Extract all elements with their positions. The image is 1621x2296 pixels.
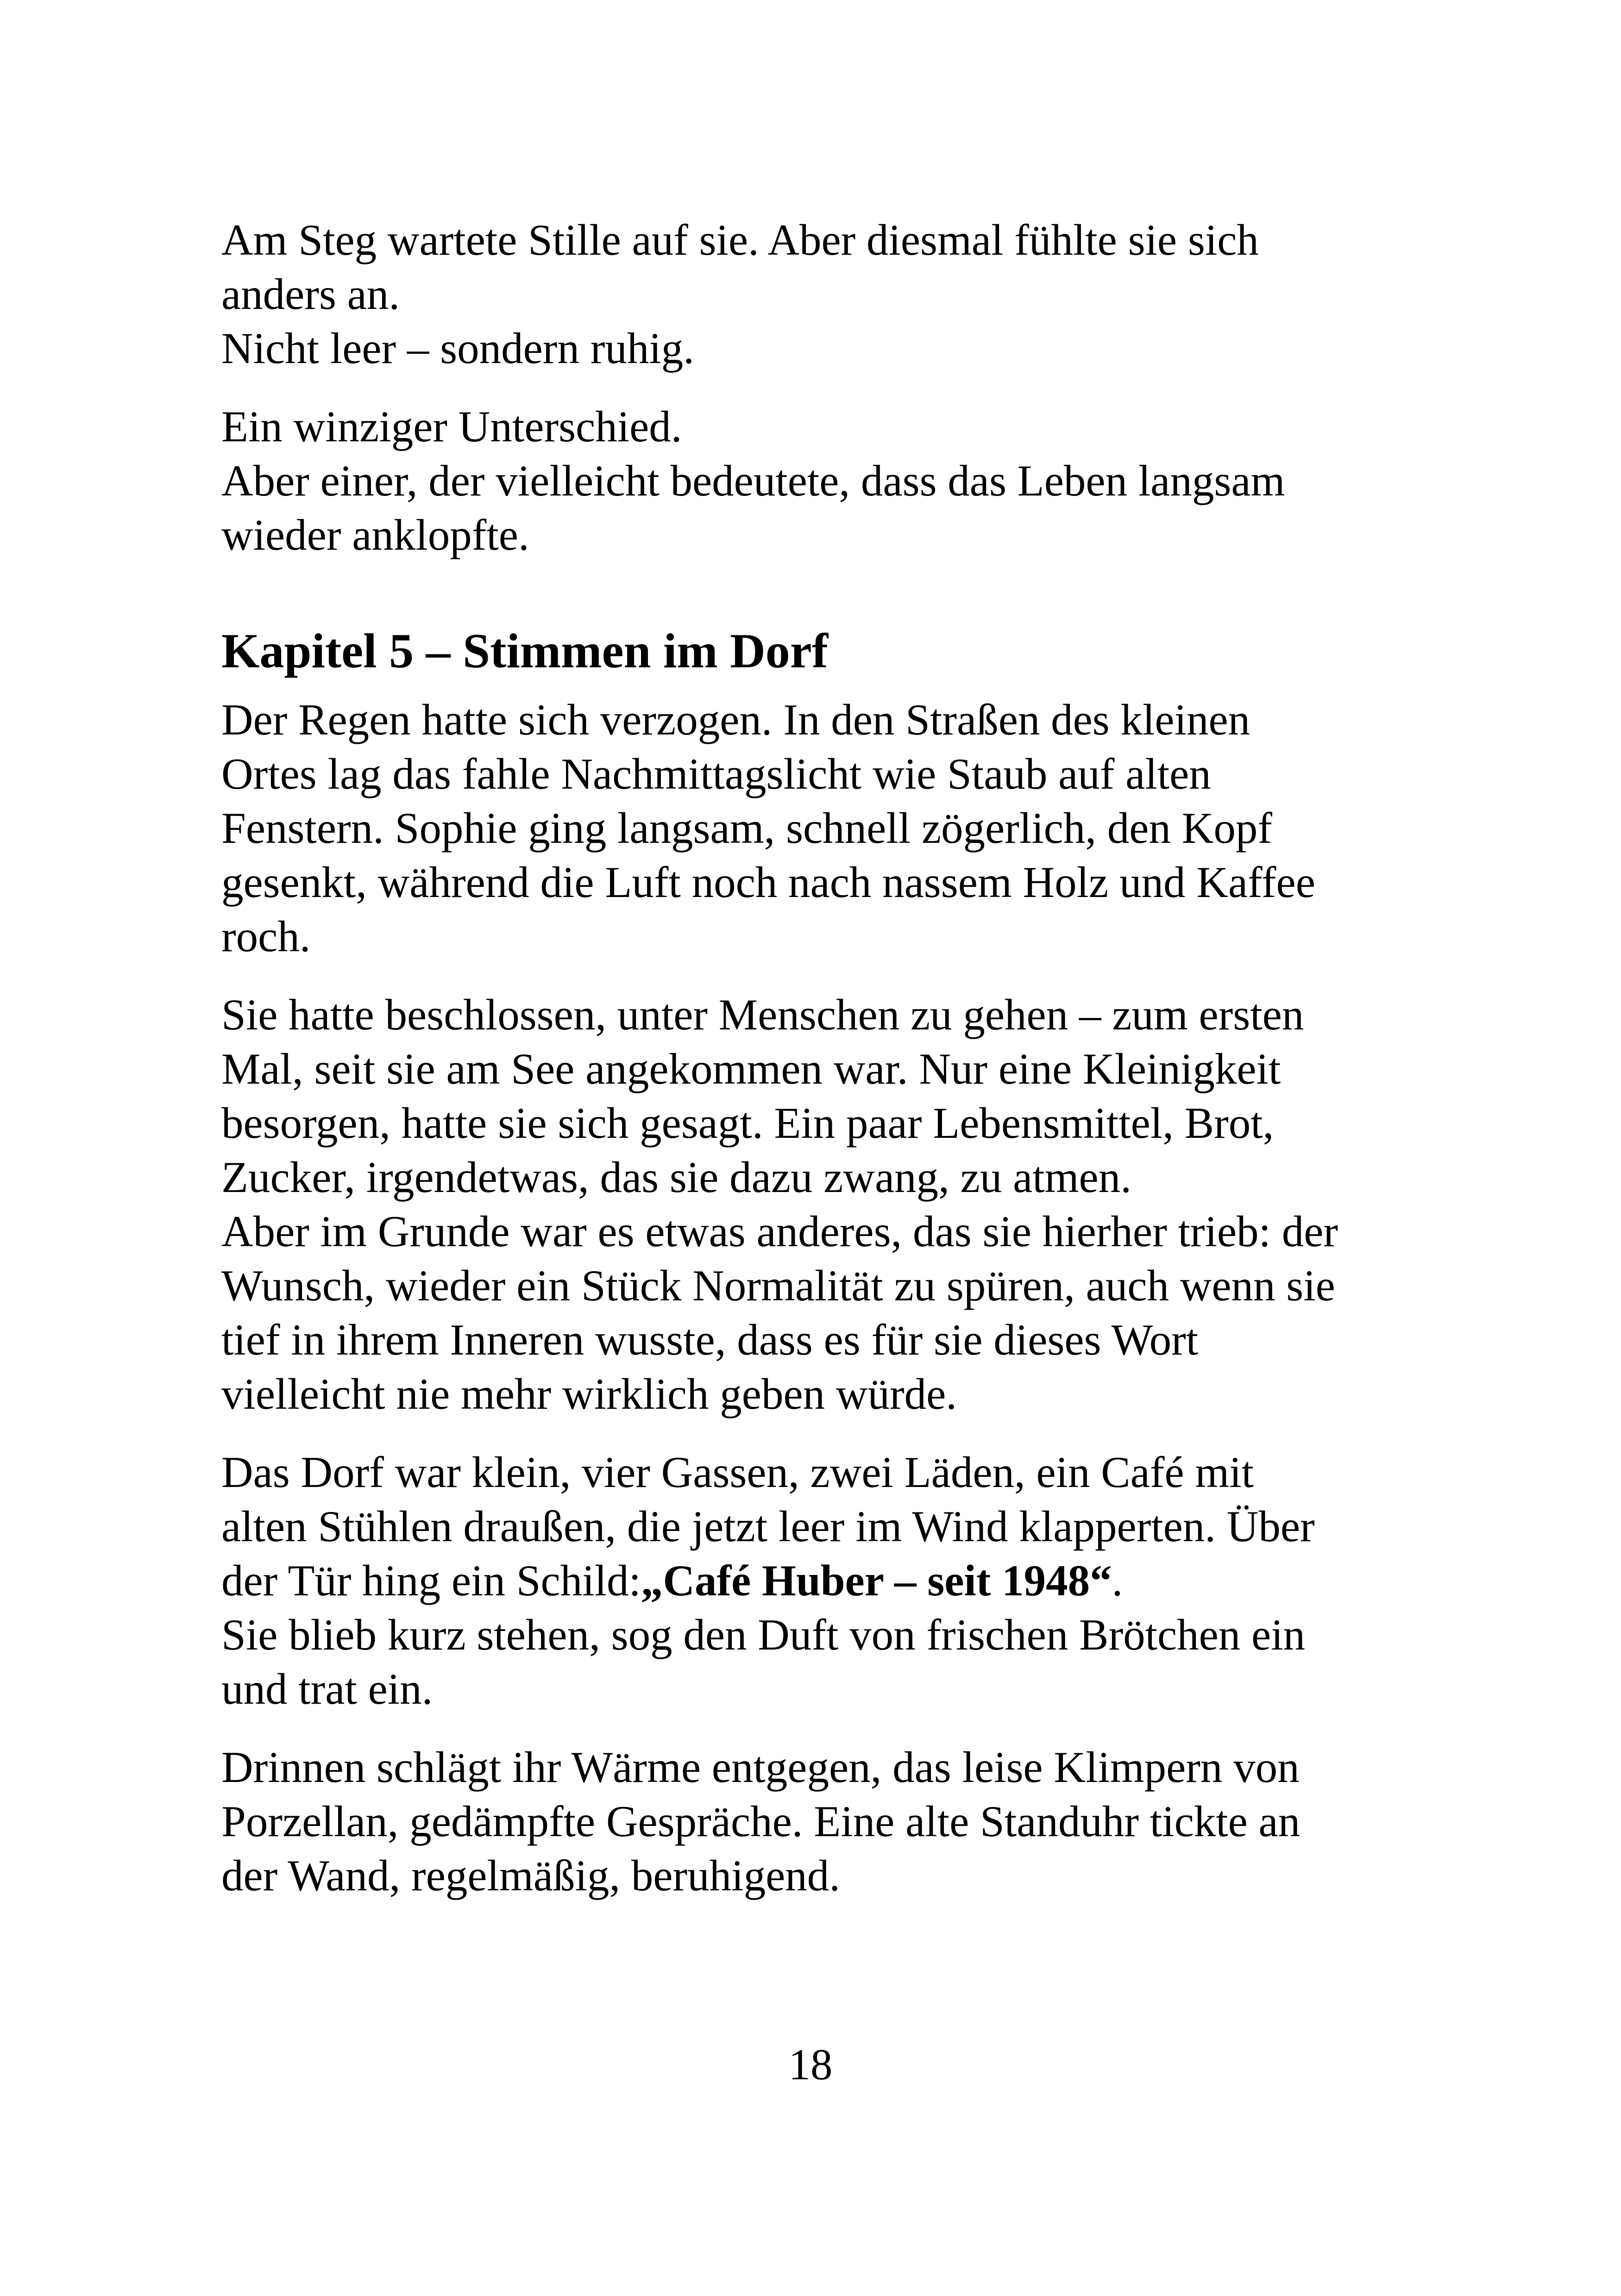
text-line: Fenstern. Sophie ging langsam, schnell zögerlich, den Kopf [221,803,1272,853]
text-line: Sie hatte beschlossen, unter Menschen zu gehen – zum ersten [221,990,1304,1039]
section-spacer [221,562,1426,619]
chapter-heading: Kapitel 5 – Stimmen im Dorf [221,624,829,678]
paragraph [221,988,1426,1421]
paragraph-spacer [221,376,1426,400]
paragraph [221,400,1426,562]
page-body [221,213,1426,1903]
text-line: Porzellan, gedämpfte Gespräche. Eine alte Standuhr tickte an [221,1797,1301,1846]
paragraph-spacer [221,1716,1426,1740]
text-line: alten Stühlen draußen, die jetzt leer im Wind klapperten. Über [221,1502,1315,1551]
text-line: und trat ein. [221,1664,433,1713]
text-line: Nicht leer – sondern ruhig. [221,324,694,373]
text-line: Mal, seit sie am See angekommen war. Nur eine Kleinigkeit [221,1044,1281,1093]
text-line: Das Dorf war klein, vier Gassen, zwei Läden, ein Café mit [221,1448,1254,1497]
text-line: tief in ihrem Inneren wusste, dass es für sie dieses Wort [221,1315,1199,1364]
text-line: Der Regen hatte sich verzogen. In den Straßen des kleinen [221,695,1250,744]
text-line: anders an. [221,270,400,319]
text-line: vielleicht nie mehr wirklich geben würde. [221,1369,957,1418]
paragraph [221,213,1426,376]
paragraph [221,1740,1426,1903]
text-line: roch. [221,912,311,961]
text-line [221,1554,1426,1608]
text-line: besorgen, hatte sie sich gesagt. Ein paar Lebensmittel, Brot, [221,1098,1274,1148]
text-line: Ein winziger Unterschied. [221,402,682,451]
text-line: Drinnen schlägt ihr Wärme entgegen, das leise Klimpern von [221,1743,1300,1792]
text-line: Am Steg wartete Stille auf sie. Aber diesmal fühlte sie sich [221,215,1259,264]
text-line: Ortes lag das fahle Nachmittagslicht wie Staub auf alten [221,749,1211,798]
text-fragment: der Tür hing ein Schild: [221,1556,641,1605]
text-line: der Wand, regelmäßig, beruhigend. [221,1851,840,1900]
text-line: Zucker, irgendetwas, das sie dazu zwang, zu atmen. [221,1153,1131,1202]
paragraph-spacer [221,964,1426,988]
text-fragment: . [1112,1556,1123,1605]
paragraph-spacer [221,684,1426,693]
cafe-sign-text: „Café Huber – seit 1948“ [641,1556,1112,1605]
paragraph [221,1445,1426,1716]
paragraph [221,693,1426,964]
paragraph-spacer [221,1421,1426,1445]
text-line: Sie blieb kurz stehen, sog den Duft von frischen Brötchen ein [221,1610,1306,1659]
text-line: wieder anklopfte. [221,510,529,559]
text-line: Aber einer, der vielleicht bedeutete, dass das Leben langsam [221,456,1285,505]
page-number: 18 [788,2040,833,2089]
text-line: Wunsch, wieder ein Stück Normalität zu spüren, auch wenn sie [221,1261,1335,1310]
text-line: gesenkt, während die Luft noch nach nassem Holz und Kaffee [221,858,1315,907]
text-line: Aber im Grunde war es etwas anderes, das sie hierher trieb: der [221,1207,1338,1256]
